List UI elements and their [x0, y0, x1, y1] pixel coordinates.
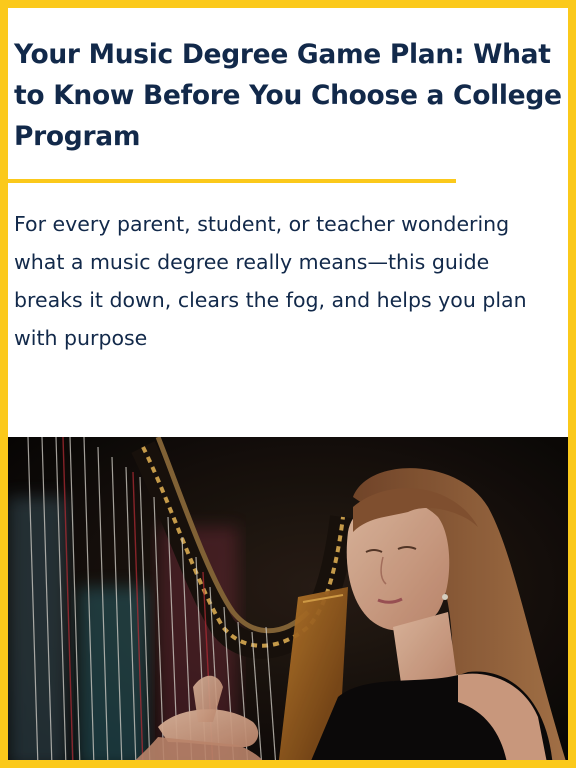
page-subtitle: For every parent, student, or teacher wondering what a music degree really means—this guide breaks it down, clears the fog, and helps you plan with purpose [14, 212, 527, 350]
title-divider [8, 179, 456, 183]
hero-image [8, 437, 568, 768]
page-title: Your Music Degree Game Plan: What to Know Before You Choose a College Program [14, 39, 562, 152]
